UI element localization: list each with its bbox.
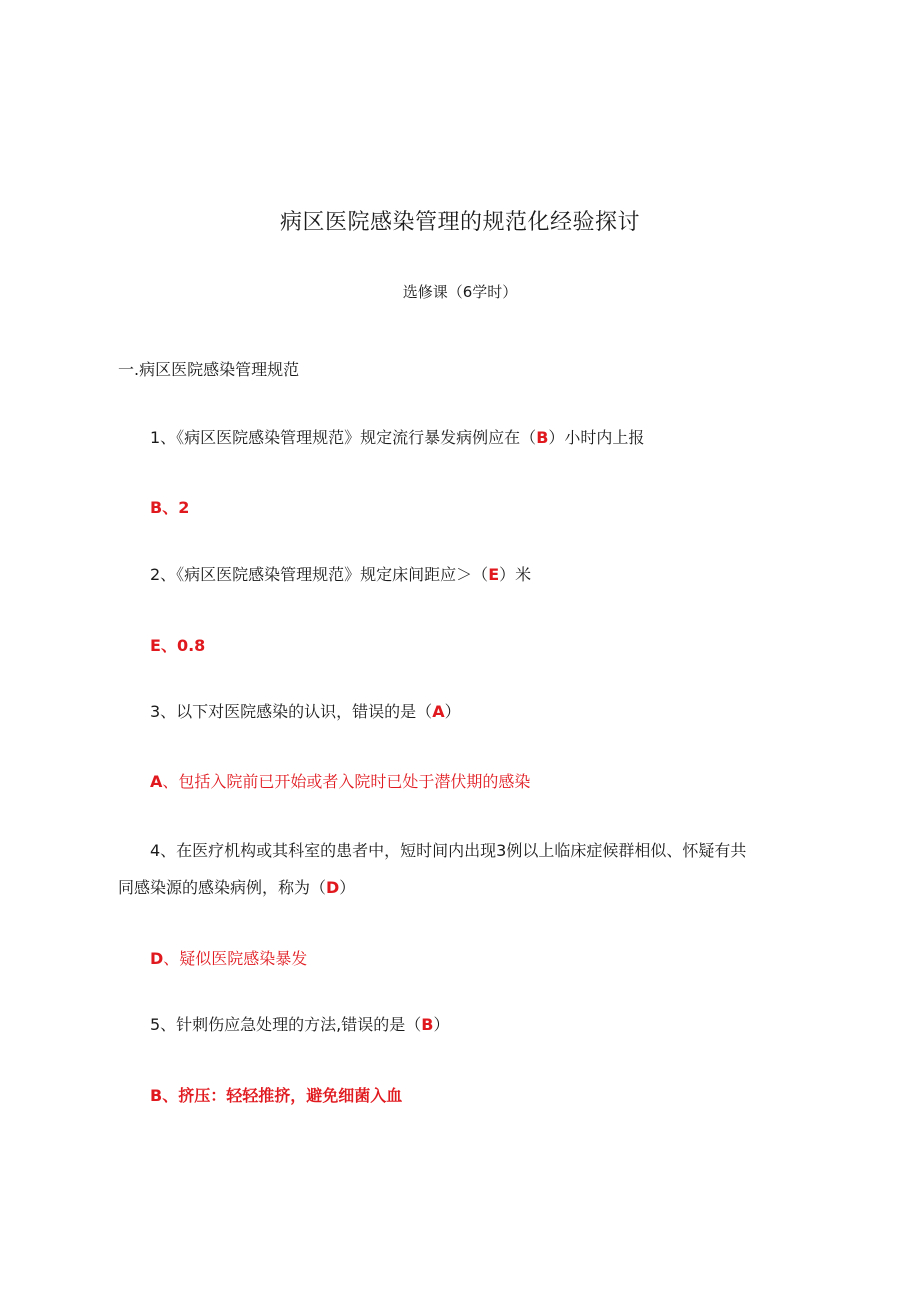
document-subtitle: 选修课（6学时） [402, 283, 518, 301]
question-1-answer-mark: B [536, 428, 549, 447]
section-heading: 一.病区医院感染管理规范 [118, 360, 300, 379]
question-3 [150, 699, 461, 722]
question-2 [150, 562, 531, 585]
answer-4 [150, 946, 307, 969]
answer-2-letter: E [150, 636, 161, 655]
question-4-line-2 [118, 875, 355, 898]
answer-2 [150, 633, 205, 656]
answer-5 [150, 1083, 402, 1106]
question-4-text-pre: 同感染源的感染病例，称为（ [118, 878, 327, 897]
answer-1-text: 、2 [162, 498, 190, 517]
question-4-text-post: ） [339, 878, 356, 897]
answer-1 [150, 495, 189, 518]
question-5-answer-mark: B [421, 1015, 434, 1034]
question-3-text-pre: 3、以下对医院感染的认识，错误的是（ [150, 702, 433, 721]
question-4-answer-mark: D [326, 878, 340, 897]
answer-5-letter: B [150, 1086, 163, 1105]
question-5-text-pre: 5、针刺伤应急处理的方法,错误的是（ [150, 1015, 422, 1034]
answer-4-text: 、疑似医院感染暴发 [163, 949, 308, 968]
question-3-text-post: ） [444, 702, 461, 721]
question-3-answer-mark: A [432, 702, 445, 721]
question-1-text-pre: 1、《病区医院感染管理规范》规定流行暴发病例应在（ [150, 428, 537, 447]
question-1 [150, 425, 644, 448]
answer-3 [150, 769, 530, 792]
question-2-answer-mark: E [488, 565, 500, 584]
answer-5-text: 、挤压：轻轻推挤，避免细菌入血 [162, 1086, 403, 1105]
answer-4-letter: D [150, 949, 164, 968]
answer-3-letter: A [150, 772, 163, 791]
answer-1-letter: B [150, 498, 163, 517]
question-2-text-pre: 2、《病区医院感染管理规范》规定床间距应＞（ [150, 565, 489, 584]
question-5-text-post: ） [433, 1015, 450, 1034]
question-4-line-1: 4、在医疗机构或其科室的患者中，短时间内出现3例以上临床症候群相似、怀疑有共 [150, 841, 747, 860]
answer-2-text: 、0.8 [160, 636, 206, 655]
answer-3-text: 、包括入院前已开始或者入院时已处于潜伏期的感染 [162, 772, 531, 791]
question-1-text-post: ）小时内上报 [548, 428, 645, 447]
question-2-text-post: ）米 [499, 565, 532, 584]
question-5 [150, 1012, 450, 1035]
document-title: 病区医院感染管理的规范化经验探讨 [279, 210, 640, 235]
